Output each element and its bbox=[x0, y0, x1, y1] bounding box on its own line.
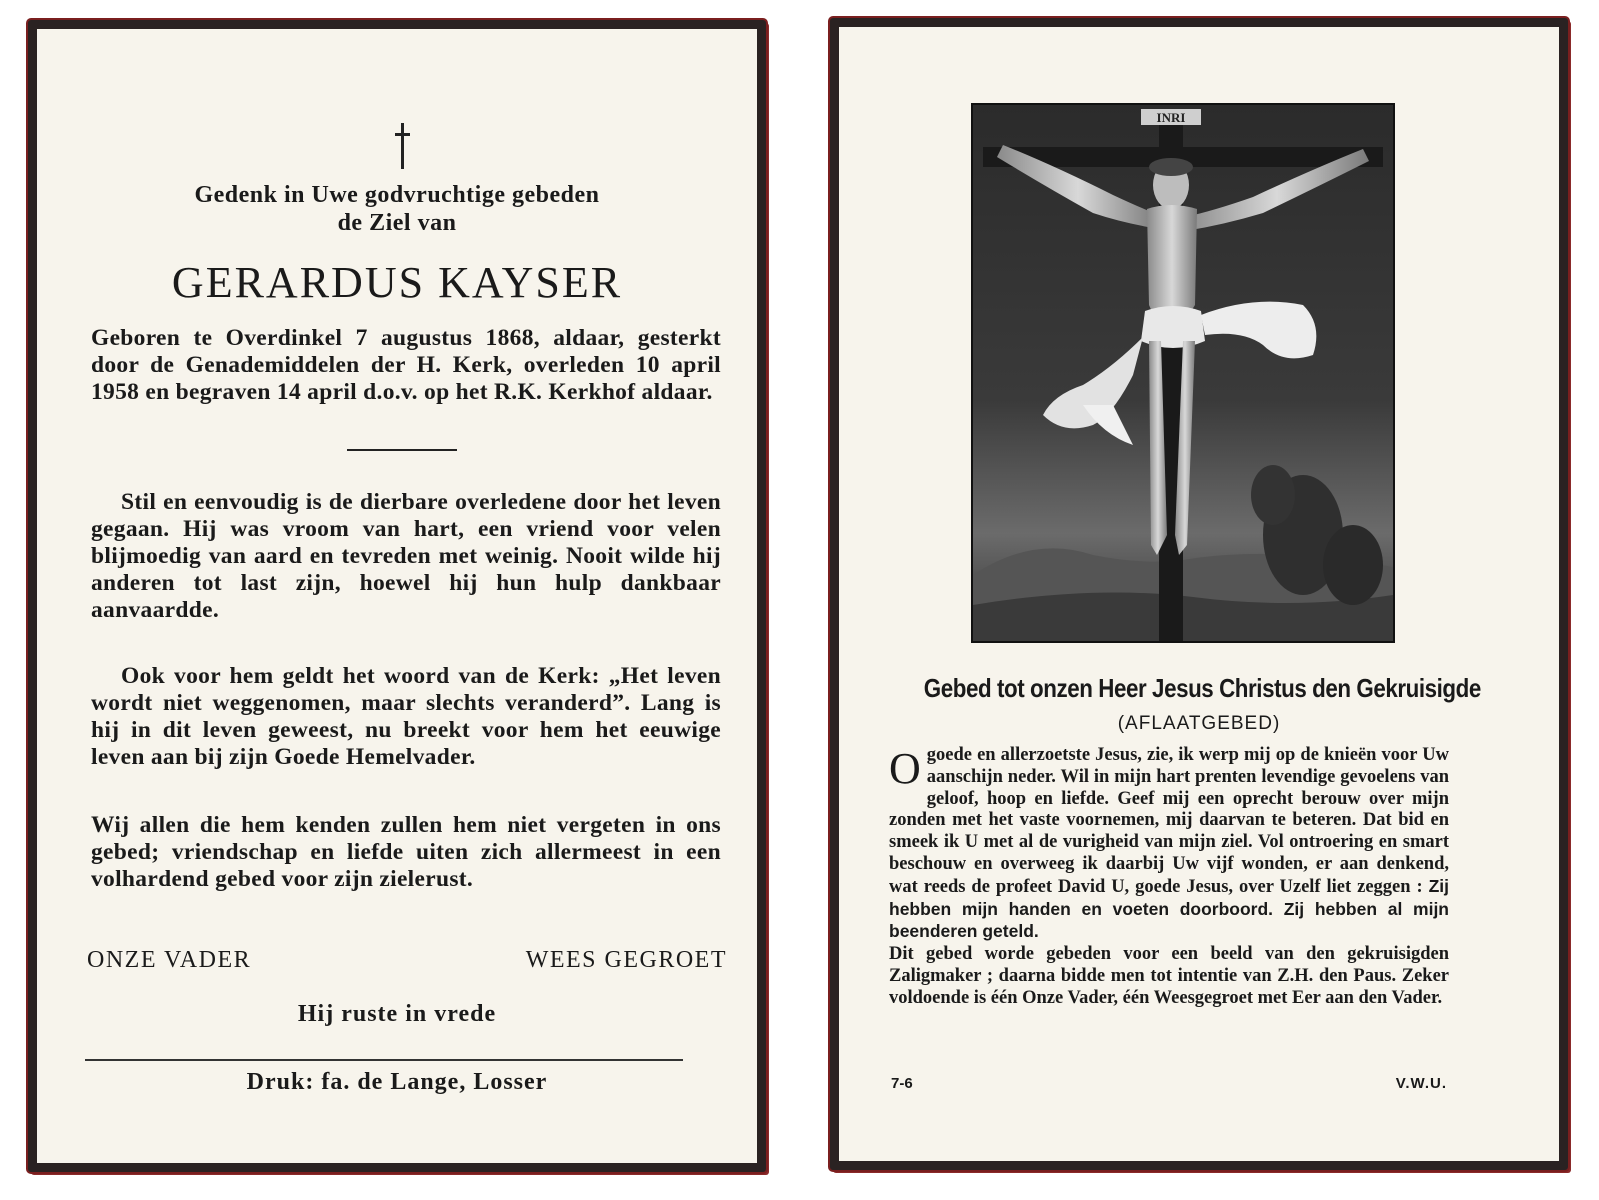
printer-credit: Druk: fa. de Lange, Losser bbox=[246, 1069, 548, 1095]
intro-text bbox=[37, 181, 757, 237]
birth-text: Geboren te Overdinkel 7 augustus 1868, aldaar, gesterkt door de Genademiddelen der H. Kerk, overleden 10 april 1958 en begraven 14 april d.o.v. op het R.K. Kerkhof aldaar. bbox=[91, 325, 721, 405]
footer-publisher: V.W.U. bbox=[1395, 1075, 1447, 1092]
intro-line-2: de Ziel van bbox=[337, 210, 457, 236]
crucifixion-image bbox=[971, 103, 1395, 643]
prayer-onze-vader: ONZE VADER bbox=[87, 947, 252, 973]
cross-icon bbox=[393, 123, 413, 169]
rest-in-peace: Hij ruste in vrede bbox=[297, 1001, 497, 1027]
paragraph-1 bbox=[91, 489, 721, 624]
prayer-body bbox=[889, 745, 1449, 1010]
prayer-text: goede en allerzoetste Jesus, zie, ik werp mij op de knieën voor Uw aanschijn neder. Wil in mijn hart prenten levendige gevoelens van geloof, hoop en liefde. Geef mij een oprecht berouw over mijn zonden met het vaste voornemen, mij daarvan te beteren. Dat bid en smeek ik U met al de vurigheid van mijn ziel. Vol ontroering en smart beschouw en overweeg ik daarbij Uw vijf wonden, er aan denkend, wat reeds de profeet David U, goede Jesus, over Uzelf liet zeggen : bbox=[889, 745, 1449, 897]
paragraph-1-text: Stil en eenvoudig is de dierbare overledene door het leven gegaan. Hij was vroom van hart, een vriend voor velen blijmoedig van aard en tevreden met weinig. Nooit wilde hij anderen tot last zijn, hoewel hij hun hulp dankbaar aanvaardde. bbox=[91, 489, 721, 623]
prayer-subtitle: (AFLAATGEBED) bbox=[1117, 713, 1281, 734]
crucifixion-illustration bbox=[973, 105, 1393, 641]
intro-line-1: Gedenk in Uwe godvruchtige gebeden bbox=[194, 182, 600, 208]
paragraph-2 bbox=[91, 663, 721, 771]
paragraph-3 bbox=[91, 812, 721, 893]
inri-sign: INRI bbox=[1156, 110, 1186, 125]
prayer-quote: Zij hebben mijn handen en voeten doorboord. Zij hebben al mijn beenderen geteld. bbox=[889, 875, 1449, 942]
drop-cap: O bbox=[889, 744, 921, 793]
deceased-name: GERARDUS KAYSER bbox=[171, 258, 623, 307]
birth-death-details bbox=[91, 325, 721, 406]
prayer-note: Dit gebed worde gebeden voor een beeld van den gekruisigden Zaligmaker ; daarna bidde men tot intentie van Z.H. den Paus. Zeker voldoende is één Onze Vader, één Weesgegroet met Eer aan den Vader. bbox=[889, 944, 1449, 1008]
prayer-wees-gegroet: WEES GEGROET bbox=[525, 947, 727, 973]
paragraph-2-text: Ook voor hem geldt het woord van de Kerk: „Het leven wordt niet weggenomen, maar slechts veranderd”. Lang is hij in dit leven geweest, nu breekt voor hem het eeuwige leven aan bij zijn Goede Hemelvader. bbox=[91, 663, 721, 770]
short-divider bbox=[347, 449, 457, 451]
long-divider bbox=[85, 1059, 683, 1061]
memorial-card-front bbox=[28, 20, 766, 1172]
paragraph-3-text: Wij allen die hem kenden zullen hem niet vergeten in ons gebed; vriendschap en liefde uiten zich allermeest in een volhardend gebed voor zijn zielerust. bbox=[91, 812, 721, 892]
footer-code: 7-6 bbox=[891, 1075, 913, 1092]
memorial-card-back bbox=[830, 18, 1568, 1170]
prayer-title: Gebed tot onzen Heer Jesus Christus den Gekruisigde bbox=[923, 673, 1481, 703]
